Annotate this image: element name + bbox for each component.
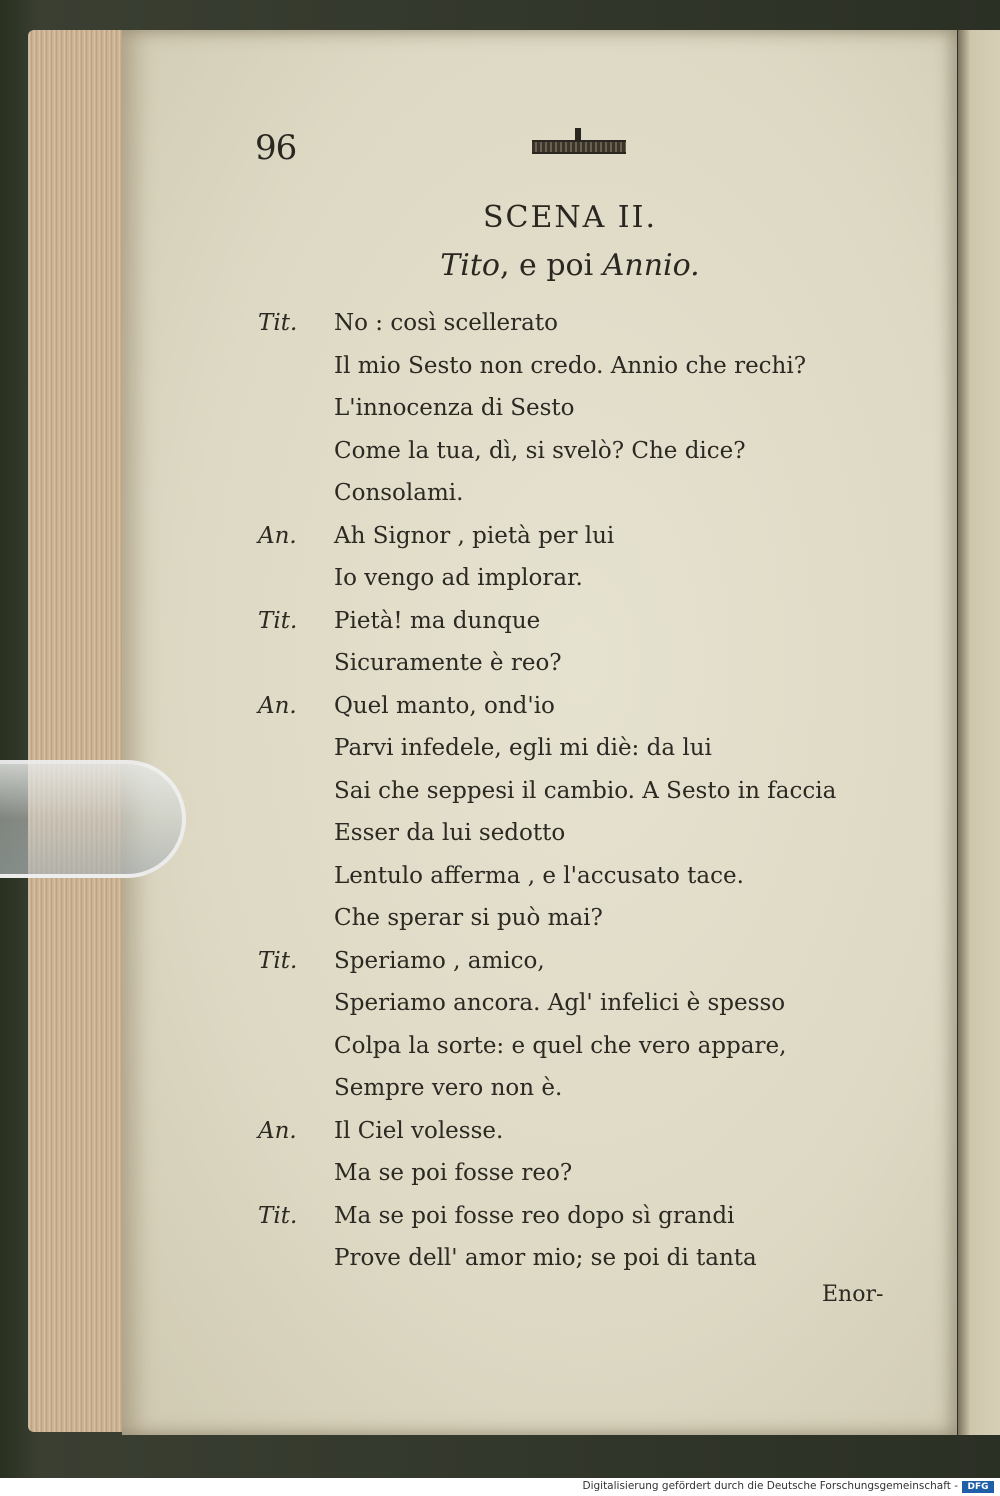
- footer-credit: Digitalisierung gefördert durch die Deutsche Forschungsgemeinschaft -: [582, 1480, 958, 1492]
- verse-line: Il mio Sesto non credo. Annio che rechi?: [334, 352, 807, 379]
- speaker-label: An.: [258, 522, 297, 549]
- verse-line: No : così scellerato: [334, 310, 558, 336]
- verse-line: Sicuramente è reo?: [334, 650, 562, 676]
- verse-line: Pietà! ma dunque: [334, 607, 541, 634]
- verse-line: Parvi infedele, egli mi diè: da lui: [334, 735, 712, 761]
- catchword: Enor-: [822, 1282, 884, 1307]
- scene-heading: SCENA II.: [482, 200, 658, 235]
- verse-line: Ma se poi fosse reo dopo sì grandi: [334, 1202, 735, 1229]
- verse-line: Speriamo ancora. Agl' infelici è spesso: [334, 990, 786, 1016]
- speaker-label: Tit.: [258, 607, 298, 634]
- verse-line: Quel manto, ond'io: [334, 692, 555, 719]
- verse-line: Che sperar si può mai?: [334, 905, 603, 931]
- verse-line: Colpa la sorte: e quel che vero appare,: [334, 1032, 787, 1059]
- facing-page-edge: [958, 30, 1000, 1435]
- verse-line: Sai che seppesi il cambio. A Sesto in faccia: [334, 777, 837, 804]
- speaker-label: An.: [258, 1117, 297, 1144]
- verse-line: Io vengo ad implorar.: [334, 565, 583, 591]
- scene-subheading: [370, 248, 770, 283]
- verse-line: Il Ciel volesse.: [334, 1117, 504, 1144]
- speaker-label: Tit.: [258, 1202, 298, 1229]
- verse-line: Lentulo afferma , e l'accusato tace.: [334, 862, 744, 889]
- subheading-name-annio: Annio.: [602, 248, 700, 283]
- header-ornament: [532, 140, 626, 154]
- verse-line: Speriamo , amico,: [334, 947, 545, 974]
- verse-line: Sempre vero non è.: [334, 1075, 563, 1101]
- verse-line: Esser da lui sedotto: [334, 820, 566, 846]
- verse-line: Ma se poi fosse reo?: [334, 1160, 573, 1186]
- subheading-name-tito: Tito: [440, 248, 500, 283]
- verse-line: Consolami.: [334, 480, 464, 506]
- verse-line: Ah Signor , pietà per lui: [334, 522, 615, 549]
- glass-bookmark: [0, 760, 186, 878]
- verse-line: L'innocenza di Sesto: [334, 395, 575, 421]
- subheading-connector: , e poi: [499, 248, 603, 283]
- speaker-label: An.: [258, 692, 297, 719]
- dfg-logo: DFG: [962, 1481, 994, 1493]
- verse-line: Prove dell' amor mio; se poi di tanta: [334, 1245, 757, 1271]
- verse-line: Come la tua, dì, si svelò? Che dice?: [334, 437, 746, 464]
- speaker-label: Tit.: [258, 947, 298, 974]
- page-number: 96: [255, 128, 297, 168]
- speaker-label: Tit.: [258, 310, 298, 336]
